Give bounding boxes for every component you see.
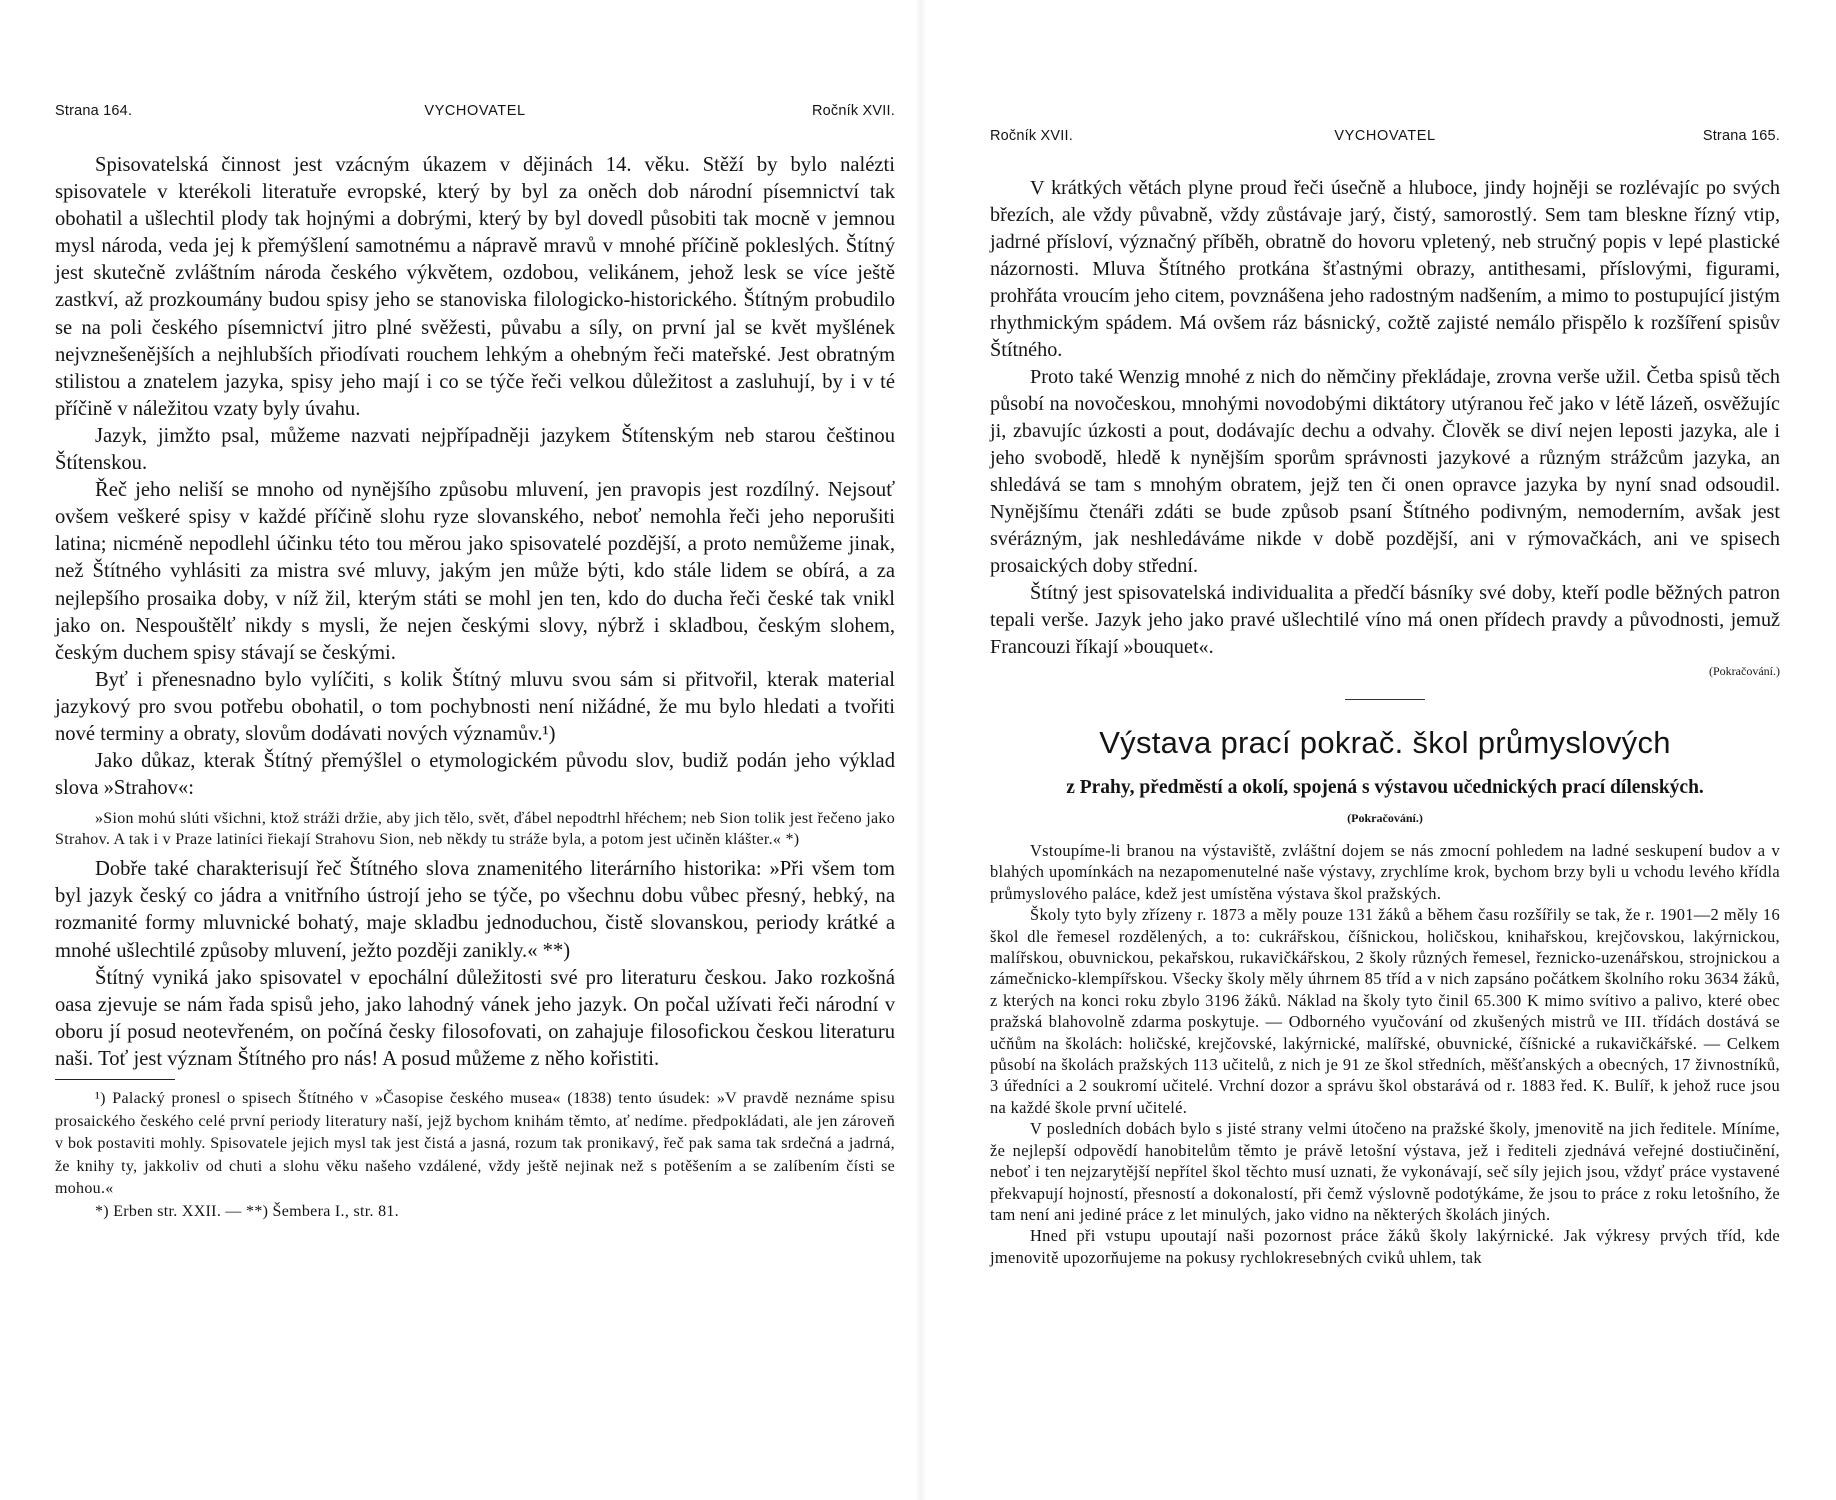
page-number: Strana 164. — [55, 103, 133, 119]
article-continued-note: (Pokračování.) — [1347, 811, 1423, 825]
paragraph: Proto také Wenzig mnohé z nich do němčiny překládaje, zrovna verše užil. Četba spisů těch působí na novočeskou, mnohými novodobými diktátory utýranou řeč jako v létě lázeň, osvěžujíc ji, zbavujíc úzkosti a pout, dodávajíc dechu a odvahy. Člověk se diví nejen leposti jazyka, ale i jeho svobodě, hledě k nynějším sporům správnosti jazykové a různým strážcům jazyka, an shledává se tam s mnohým obratem, jejž ten či onen opravce jazyka by nyní snad odsoudil. Nynějšímu čtenáři zdáti se bude způsob psaní Štítného podivným, nemoderním, avšak jest svérázným, jak neshledáváme nikde v době pozdější, ani v rýmovačkách, ani ve spisech prosaických doby střední. — [990, 366, 1780, 577]
journal-title: VYCHOVATEL — [424, 103, 526, 119]
article-title: Výstava prací pokrač. škol průmyslových — [1099, 725, 1671, 760]
footnotes — [55, 1088, 895, 1224]
running-head-right — [990, 128, 1780, 150]
paragraph: Spisovatelská činnost jest vzácným úkazem v dějinách 14. věku. Stěží by bylo nalézti spisovatele v kterékoli literatuře evropské, který by byl za oněch dob národní písemnictví tak obohatil a ušlechtil plody tak hojnými a dobrými, který by byl dovedl působiti tak mocně v jemnou mysl národa, veda jej k přemýšlení samotnému a nápravě mravů v mnohé příčině pokleslých. Štítný jest skutečně zvláštním národa českého výkvětem, ozdobou, velikánem, jehož lesk se více ještě zastkví, až prozkoumány budou spisy jeho se stanoviska filologicko-historického. Štítným probudilo se na poli českého písemnictví jitro plné svěžesti, půvabu a síly, on první jal se květ myšlének nejvznešenějších a nejhlubších přiodívati rouchem lehkým a ohebným řeči mateřské. Jest obratným stilistou a znatelem jazyka, spisy jeho mají i co se týče řeči velkou důležitost a zasluhují, by i v té příčině v náležitou vzaty byly úvahu. — [55, 154, 895, 420]
paragraph: V krátkých větách plyne proud řeči úsečně a hluboce, jindy hojněji se rozlévajíc po svých březích, ale vždy půvabně, vždy zůstávaje jarý, čistý, samorostlý. Sem tam bleskne řízný vtip, jadrné přísloví, význačný příběh, obratně do hovoru vpletený, neb stručný popis v lepé plastické názornosti. Mluva Štítného protkána šťastnými obrazy, antithesami, příslovými, figurami, prohřáta vroucím jeho citem, povznášena jeho radostným nadšením, a mimo to postupující jistým rhythmickým spádem. Má ovšem ráz básnický, cožtě zajisté nemálo přispělo k rozšíření spisův Štítného. — [990, 177, 1780, 361]
journal-title: VYCHOVATEL — [1334, 128, 1436, 144]
paragraph: Byť i přenesnadno bylo vylíčiti, s kolik Štítný mluvu svou sám si přitvořil, kterak material jazykový pro svou potřebu obohatil, o tom pochybnosti není nižádné, že mu bylo hledati a tvořiti nové terminy a obraty, slovům dodávati nových významův.¹) — [55, 668, 895, 745]
article-paragraph: V posledních dobách bylo s jisté strany velmi útočeno na pražské školy, jmenovitě na jich ředitele. Míníme, že nejlepší odpovědí hanobitelům těmto je právě letošní výstava, jež i řediteli zjednává veřejné dostiučinění, neboť i ten nejzarytější nepřítel škol těchto musí uznati, že vykonávají, seč síly jejich jsou, vždyť práce vystavené překvapují hojností, přesností a dokonalostí, při čemž výslovně podotýkáme, že jsou to práce z roku letošního, že tam není ani jediné práce z let minulých, jako vidno na některých školách jiných. — [990, 1119, 1780, 1224]
footnote-divider — [55, 1079, 175, 1080]
right-page — [990, 0, 1780, 1500]
article-paragraph: Školy tyto byly zřízeny r. 1873 a měly pouze 131 žáků a během času rozšířily se tak, že r. 1901—2 měly 16 škol dle řemesel rozdělených, a to: cukrářskou, číšnickou, holičskou, knihařskou, krejčovskou, lakýrnickou, malířskou, obuvnickou, pekařskou, rukavičkářskou, 2 školy různých řemesel, řeznicko-uzenářskou, strojnickou a zámečnicko-klempířskou. Všecky školy měly úhrnem 85 tříd a v nich zapsáno počátkem školního roku 3634 žáků, z kterých na konci roku zbylo 3196 žáků. Náklad na školy tyto činil 65.300 K mimo svítivo a palivo, které obec pražská blahovolně zdarma poskytuje. — Odborného vyučování od zkušených mistrů ve III. třídách dostává se učňům na školách: holičské, krejčovské, lakýrnické, malířské, obuvnické, číšnické a rukavičkářské. — Celkem působí na školách pražských 113 učitelů, z nich je 91 ze škol středních, měšťanských a obecných, 17 živnostníků, 3 úředníci a 2 soukromí učitelé. Vrchní dozor a správu škol obstarává od r. 1883 řed. K. Bulíř, k jehož ruce jsou na každé škole první učitelé. — [990, 905, 1780, 1117]
footnote: *) Erben str. XXII. — **) Šembera I., str. 81. — [95, 1202, 399, 1220]
left-page — [55, 0, 895, 1500]
section-divider — [1345, 699, 1425, 700]
volume-label: Ročník XVII. — [812, 103, 895, 119]
book-gutter — [916, 0, 926, 1500]
page-number: Strana 165. — [1702, 128, 1780, 144]
paragraph: Štítný jest spisovatelská individualita a předčí básníky své doby, kteří podle běžných patron tepali verše. Jazyk jeho jako pravé ušlechtilé víno má onen přídech pravdy a původnosti, jemuž Francouzi říkají »bouquet«. — [990, 582, 1780, 658]
block-quote: »Sion mohú slúti všichni, ktož stráži držie, aby jich tělo, svět, ďábel nepodtrhl hřéchem; neb Sion tolik jest řečeno jako Strahov. A tak i v Praze latiníci řiekají Strahovu Sion, neb někdy tu stráže byla, a potom jest učiněn klášter.« *) — [55, 810, 895, 849]
left-body-text — [55, 152, 895, 1224]
paragraph: Štítný vyniká jako spisovatel v epochální důležitosti své pro literaturu českou. Jako rozkošná oasa zjevuje se nám řada spisů jeho, jako lahodný vánek jeho jazyk. On počal užívati řeči národní v oboru jí posud neotevřeném, on počíná česky filosofovati, on zahajuje filosofickou českou literaturu naši. Toť jest význam Štítného pro nás! A posud můžeme z něho kořistiti. — [55, 966, 895, 1070]
article-paragraph: Vstoupíme-li branou na výstaviště, zvláštní dojem se nás zmocní pohledem na ladné seskupení budov a v blahých upomínkách na nezapomenutelné naše výstavy, zrychlíme krok, bychom brzy byli u vchodu levého křídla průmyslového paláce, kdež jest umístěna výstava škol pražských. — [990, 841, 1780, 903]
paragraph: Řeč jeho neliší se mnoho od nynějšího způsobu mluvení, jen pravopis jest rozdílný. Nejsouť ovšem veškeré spisy v každé příčině slohu ryze slovanského, neboť nemohla řeči jeho neporušiti latina; nicméně nepodlehl účinku této tou měrou jako spisovatelé pozdější, a proto nemůžeme jinak, než Štítného vyhlásiti za mistra své mluvy, jakým jen může býti, kdo stále lidem se obírá, a za nejlepšího prosaika doby, v níž žil, kterým státi se mohl jen ten, kdo do ducha řeči české tak vnikl jako on. Nespouštělť nikdy s mysli, že nejen českými slovy, nýbrž i skladbou, českým slohem, českým duchem spisy stávají se českými. — [55, 479, 895, 664]
right-body-text — [990, 175, 1780, 1268]
continued-note: (Pokračování.) — [1709, 664, 1780, 678]
paragraph: Jako důkaz, kterak Štítný přemýšlel o etymologickém původu slov, budiž podán jeho výklad slova »Strahov«: — [55, 750, 895, 800]
paragraph: Dobře také charakterisují řeč Štítného slova znamenitého literárního historika: »Při všem tom byl jazyk český co jádra a vnitřního ústrojí jeho se týče, po všechnu dobu vůbec přesný, hebký, na rozmanité formy mluvnické bohatý, maje skladbu jednoduchou, čistě slovanskou, periody krátké a mnohé ušlechtilé způsoby mluvení, ježto později zanikly.« **) — [55, 858, 895, 962]
footnote: ¹) Palacký pronesl o spisech Štítného v »Časopise českého musea« (1838) tento úsudek: »V pravdě neznáme spisu prosaického českého celé první periody literatury naší, jejž bychom knihám těmto, ať nedíme. předpokládati, ale jen zároveň v bok postaviti mohly. Spisovatele jejich mysl tak jest čistá a jasná, rozum tak pronikavý, řeč pak sama tak srdečná a jadrná, že knihy ty, jakkoliv od chuti a slohu věku našeho vzdálené, vždy ještě nejinak než s potěšením a se zalíbením čísti se mohou.« — [55, 1090, 895, 1198]
article-paragraph: Hned při vstupu upoutají naši pozornost práce žáků školy lakýrnické. Jak výkresy prvých tříd, kde jmenovitě upozorňujeme na pokusy rychlokresebných cviků uhlem, tak — [990, 1226, 1780, 1267]
article-subtitle: z Prahy, předměstí a okolí, spojená s výstavou učednických prací dílenských. — [1066, 777, 1704, 798]
paragraph: Jazyk, jimžto psal, můžeme nazvati nejpřípadněji jazykem Štítenským neb starou češtinou Štítenskou. — [55, 424, 895, 475]
volume-label: Ročník XVII. — [990, 128, 1073, 144]
running-head-left — [55, 103, 895, 125]
